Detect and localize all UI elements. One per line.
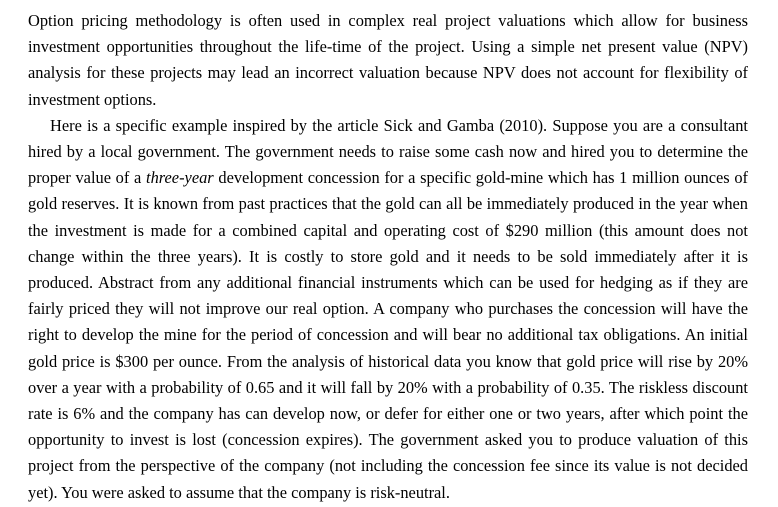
body-text-run: development concession for a specific gold-mine which has 1 million ounces of gold reserves. It is known from past practices that the gold can all be immediately produced in the year when the investment is made for a combined capital and operating cost of $290 million (this amount does not change within the three years). It is costly to store gold and it needs to be sold immediately after it is produced. Abstract from any additional financial instruments which can be used for hedging as if they are fairly priced they will not improve our real option. A company who purchases the concession will have the right to develop the mine for the period of concession and will bear no additional tax obligations. An initial gold price is $300 per ounce. From the analysis of historical data you know that gold price will rise by 20% over a year with a probability of 0.65 and it will fall by 20% with a probability of 0.35. The riskless discount rate is 6% and the company has can develop now, or defer for either one or two years, after which point the opportunity to invest is lost (concession expires). The government asked you to produce valuation of this project from the perspective of the company (not including the concession fee since its value is not decided yet). You were asked to assume that the company is risk-neutral. [28, 168, 749, 502]
document-body [28, 8, 748, 506]
emphasis-text: three-year [146, 168, 214, 188]
paragraph [28, 113, 748, 506]
body-text-run: Option pricing methodology is often used in complex real project valuations which allow for business investment opportunities throughout the life-time of the project. Using a simple net present value (NPV) analysis for these projects may lead an incorrect valuation because NPV does not account for flexibility of investment options. [28, 11, 748, 109]
body-text-run: Here is a specific example inspired by the article Sick and Gamba (2010). Suppose you are a consultant hired by a local government. The government needs to raise some cash now and hired you to determine the proper value of a [28, 115, 748, 188]
paragraph [28, 8, 748, 113]
